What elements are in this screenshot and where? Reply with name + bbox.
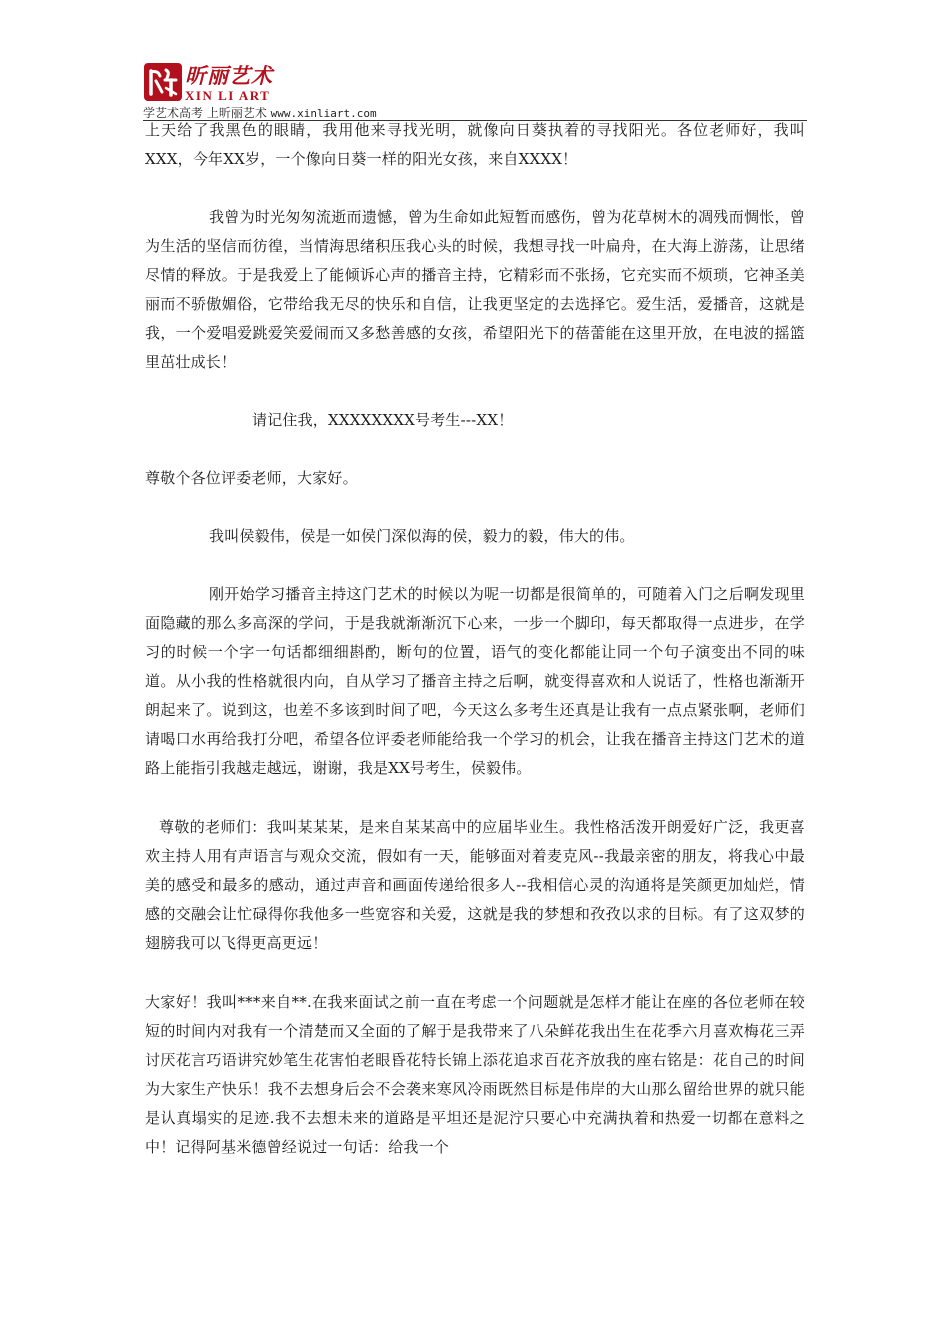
paragraph-intro: 上天给了我黑色的眼睛，我用他来寻找光明，就像向日葵执着的寻找阳光。各位老师好，我叫XXX，今年XX岁，一个像向日葵一样的阳光女孩，来自XXXX！ [145, 121, 805, 168]
page-header [143, 62, 807, 121]
paragraph-dream: 尊敬的老师们：我叫某某某，是来自某某高中的应届毕业生。我性格活泼开朗爱好广泛，我更喜欢主持人用有声语言与观众交流，假如有一天，能够面对着麦克风--我最亲密的朋友，将我心中最美的感受和最多的感动，通过声音和画面传递给很多人--我相信心灵的沟通将是笑颜更加灿烂，情感的交融会让忙碌得你我他多一些宽容和关爱，这就是我的梦想和孜孜以求的目标。有了这双梦的翅膀我可以飞得更高更远！ [145, 818, 805, 952]
logo-english-name: XIN LI ART [185, 88, 271, 103]
paragraph-greeting: 尊敬个各位评委老师，大家好。 [145, 469, 358, 487]
paragraph-remember-me: 请记住我，XXXXXXXX号考生---XX！ [252, 411, 514, 429]
paragraph-learning-story: 刚开始学习播音主持这门艺术的时候以为呢一切都是很简单的，可随着入门之后啊发现里面隐藏的那么多高深的学问，于是我就渐渐沉下心来，一步一个脚印，每天都取得一点进步，在学习的时候一个字一句话都细细斟酌，断句的位置，语气的变化都能让同一个句子演变出不同的味道。从小我的性格就很内向，自从学习了播音主持之后啊，就变得喜欢和人说话了，性格也渐渐开朗起来了。说到这，也差不多该到时间了吧，今天这么多考生还真是让我有一点点紧张啊，老师们请喝口水再给我打分吧，希望各位评委老师能给我一个学习的机会，让我在播音主持这门艺术的道路上能指引我越走越远，谢谢，我是XX号考生，侯毅伟。 [145, 585, 805, 777]
document-body [145, 116, 805, 1162]
logo-chinese-name: 昕丽艺术 [185, 63, 273, 88]
logo [143, 62, 807, 106]
paragraph-broadcasting-love: 我曾为时光匆匆流逝而遗憾，曾为生命如此短暂而感伤，曾为花草树木的凋残而惆怅，曾为生活的坚信而彷徨，当情海思绪积压我心头的时候，我想寻找一叶扁舟，在大海上游荡，让思绪尽情的释放。于是我爱上了能倾诉心声的播音主持，它精彩而不张扬，它充实而不烦琐，它神圣美丽而不骄傲媚俗，它带给我无尽的快乐和自信，让我更坚定的去选择它。爱生活，爱播音，这就是我，一个爱唱爱跳爱笑爱闹而又多愁善感的女孩，希望阳光下的蓓蕾能在这里开放，在电波的摇篮里茁壮成长！ [145, 208, 805, 371]
paragraph-name-intro: 我叫侯毅伟，侯是一如侯门深似海的侯，毅力的毅，伟大的伟。 [209, 527, 635, 545]
logo-text [185, 62, 273, 102]
paragraph-eight-flowers: 大家好！我叫***来自**.在我来面试之前一直在考虑一个问题就是怎样才能让在座的各位老师在较短的时间内对我有一个清楚而又全面的了解于是我带来了八朵鲜花我出生在花季六月喜欢梅花三弄讨厌花言巧语讲究妙笔生花害怕老眼昏花特长锦上添花追求百花齐放我的座右铭是：花自己的时间为大家生产快乐！我不去想身后会不会袭来寒风冷雨既然目标是伟岸的大山那么留给世界的就只能是认真塌实的足迹.我不去想未来的道路是平坦还是泥泞只要心中充满执着和热爱一切都在意料之中！记得阿基米德曾经说过一句话：给我一个 [145, 993, 805, 1156]
brand-seal-icon [143, 62, 183, 102]
website-link[interactable]: www.xinliart.com [270, 107, 377, 120]
tagline-text: 学艺术高考 上昕丽艺术 [143, 106, 267, 120]
